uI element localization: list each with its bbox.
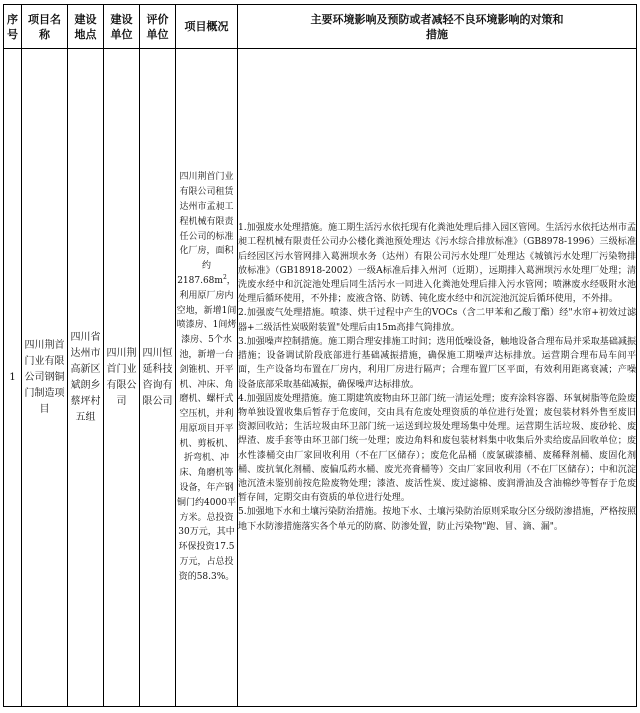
cell-measures bbox=[238, 49, 637, 707]
cell-location: 四川省达州市高新区斌朗乡蔡坪村五组 bbox=[68, 49, 104, 707]
cell-seq: 1 bbox=[4, 49, 22, 707]
overview-text-a: 四川荆首门业有限公司租赁达州市孟昶工程机械有限责任公司的标准化厂房，面积约2187.68m bbox=[177, 172, 234, 286]
header-overview: 项目概况 bbox=[176, 5, 238, 49]
cell-builder: 四川荆首门业有限公司 bbox=[104, 49, 140, 707]
header-location: 建设地点 bbox=[68, 5, 104, 49]
header-project-name: 项目名称 bbox=[22, 5, 68, 49]
eia-table bbox=[3, 4, 637, 707]
measure-noise: 3.加强噪声控制措施。施工期合理安排施工时间；选用低噪设备，触地设备合理布局并采取基础减振措施；设备调试阶段底部进行基础减振措施，确保施工期噪声达标排放。运营期合理布局车间平面，生产设备均布置在厂房内，利用厂房进行隔声；合理布置厂区平面，有效利用距离衰减；产噪设备底部采取基础减振，确保噪声达标排放。 bbox=[238, 336, 636, 390]
overview-superscript: 2 bbox=[222, 273, 227, 281]
header-row bbox=[4, 5, 637, 49]
overview-text-b: ，利用原厂房内空地，新增1间喷漆房、1间烤漆房、5个水池，新增一台剑锥机、开平机、冲床、角磨机、螺杆式空压机，并利用原项目开平机、剪板机、折弯机、冲床、角磨机等设备，年产钢铜门约4000平方米。总投资30万元，其中环保投资17.5万元，占总投资的58.3%。 bbox=[176, 275, 237, 582]
cell-project-name: 四川荆首门业有限公司钢铜门制造项目 bbox=[22, 49, 68, 707]
measure-groundwater-soil: 5.加强地下水和土壤污染防治措施。按地下水、土壤污染防治原则采取分区分级防渗措施，严格按照地下水防渗措施落实各个单元的防腐、防渗处置，防止污染物"跑、冒、滴、漏"。 bbox=[238, 507, 636, 532]
header-evaluator: 评价单位 bbox=[140, 5, 176, 49]
measure-exhaust-gas: 2.加强废气处理措施。喷漆、烘干过程中产生的VOCs（含二甲苯和乙酸丁酯）经"水帘+初效过滤器+二级活性炭吸附装置"处理后由15m高排气筒排放。 bbox=[238, 308, 636, 333]
header-builder: 建设单位 bbox=[104, 5, 140, 49]
cell-evaluator: 四川恒延科技咨询有限公司 bbox=[140, 49, 176, 707]
header-seq: 序号 bbox=[4, 5, 22, 49]
header-measures: 主要环境影响及预防或者减轻不良环境影响的对策和措施 bbox=[238, 5, 637, 49]
table-row bbox=[4, 49, 637, 707]
measure-wastewater: 1.加强废水处理措施。施工期生活污水依托现有化粪池处理后排入园区管网。生活污水依托达州市孟昶工程机械有限责任公司办公楼化粪池预处理达《污水综合排放标准》（GB8978-1996）三级标准后经园区污水管网排入葛洲坝水务（达州）有限公司污水处理厂处理达《城镇污水处理厂污染物排放标准》（GB18918-2002）一级A标准后排入州河（近期），远期排入葛洲坝污水处理厂处理；清洗废水经中和沉淀池处理后同生活污水一同进入化粪池处理后排入污水管网；喷淋废水经吸附水池处理后循环使用，不外排；废液含铬、防锈、钝化废水经中和沉淀池沉淀后循环使用，不外排。 bbox=[238, 223, 636, 305]
measure-solid-waste: 4.加强固废处理措施。施工期建筑废物由环卫部门统一清运处理；废弃涂料容器、环氧树脂等危险废物单独设置收集后暂存于危废间，交由具有危废处理资质的单位进行处置；废包装材料外售至废旧资源回收站；生活垃圾由环卫部门统一运送到垃圾处理场集中处理。运营期生活垃圾、废砂轮、废焊渣、废手套等由环卫部门统一处理；废边角料和废包装材料集中收集后外卖给废品回收单位；废水性漆桶交由厂家回收利用（不在厂区储存）；废危化品桶（废氯碳漆桶、废稀释剂桶、废固化剂桶、废抗氧化剂桶、废偏瓜药水桶、废光亮膏桶等）交由厂家回收利用（不在厂区储存）；中和沉淀池沉渣未鉴别前按危险废物处理；漆渣、废活性炭、废过滤棉、废润滑油及含油棉纱等暂存于危废暂存间，定期交由有资质的单位进行处理。 bbox=[238, 393, 636, 504]
cell-overview bbox=[176, 49, 238, 707]
